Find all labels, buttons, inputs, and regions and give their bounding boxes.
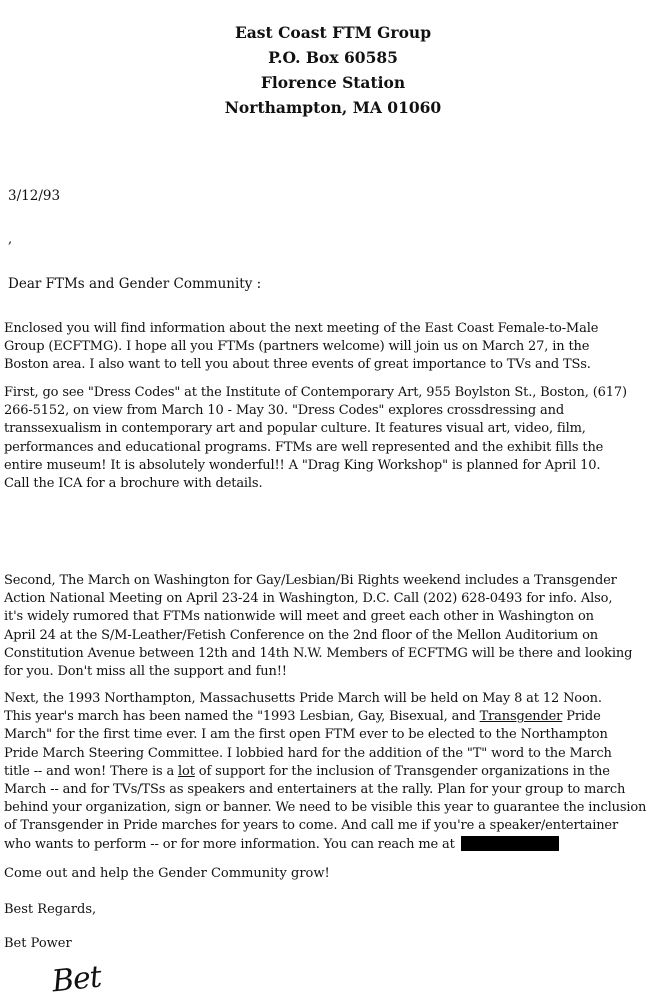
text-line [4,836,654,854]
text-line [4,763,654,781]
stray-mark: , [8,232,13,247]
redaction-box [461,836,559,851]
closing-line: Come out and help the Gender Community grow! [4,866,330,881]
text-line: of Transgender in Pride marches for years to come. And call me if you're a speaker/entertainer [4,818,619,834]
org-name: East Coast FTM Group [234,23,432,42]
text-segment: This year's march has been named the "1993 Lesbian, Gay, Bisexual, and [4,709,480,725]
text-line: it's widely rumored that FTMs nationwide will meet and greet each other in Washington on [4,609,594,625]
text-segment: who wants to perform -- or for more information. You can reach me at [4,836,455,852]
text-segment: title -- and won! There is a [4,763,179,779]
station: Florence Station [260,73,406,92]
salutation: Dear FTMs and Gender Community : [8,276,262,292]
paragraph-second [4,572,654,681]
text-segment: Pride [562,709,601,725]
po-box: P.O. Box 60585 [268,48,398,67]
paragraph-next [4,690,654,854]
regards: Best Regards, [4,902,97,917]
letter-date: 3/12/93 [8,188,61,204]
text-line: March" for the first time ever. I am the first open FTM ever to be elected to the Northampton [4,727,608,743]
text-line: entire museum! It is absolutely wonderful!! A "Drag King Workshop" is planned for April 10. [4,457,601,473]
letterhead [0,20,656,120]
underlined-word: lot [178,763,195,779]
text-line: Constitution Avenue between 12th and 14th N.W. Members of ECFTMG will be there and looking [4,645,633,661]
text-line: Next, the 1993 Northampton, Massachusetts Pride March will be held on May 8 at 12 Noon. [4,691,602,706]
handwritten-signature: Bet [50,959,103,1000]
city-state-zip: Northampton, MA 01060 [224,98,442,117]
text-line: Enclosed you will find information about the next meeting of the East Coast Female-to-Male [4,321,599,336]
text-line: behind your organization, sign or banner. We need to be visible this year to guarantee the inclusion [4,800,647,816]
text-line: 266-5152, on view from March 10 - May 30. "Dress Codes" explores crossdressing and [4,403,565,419]
text-segment: of support for the inclusion of Transgender organizations in the [194,763,610,779]
sender-name: Bet Power [4,936,72,951]
text-line: March -- and for TVs/TSs as speakers and entertainers at the rally. Plan for your group to march [4,782,626,798]
text-line: Action National Meeting on April 23-24 in Washington, D.C. Call (202) 628-0493 for info. Also, [4,591,613,607]
text-line: Second, The March on Washington for Gay/Lesbian/Bi Rights weekend includes a Transgender [4,573,617,588]
paragraph-first [4,384,654,493]
text-line: April 24 at the S/M-Leather/Fetish Conference on the 2nd floor of the Mellon Auditorium on [4,627,598,643]
text-line: performances and educational programs. FTMs are well represented and the exhibit fills the [4,439,604,455]
text-line: Group (ECFTMG). I hope all you FTMs (partners welcome) will join us on March 27, in the [4,339,590,355]
paragraph-intro [4,320,654,375]
text-line: Boston area. I also want to tell you about three events of great importance to TVs and TSs. [4,357,591,373]
text-line: for you. Don't miss all the support and fun!! [4,664,287,680]
text-line [4,708,654,726]
text-line: First, go see "Dress Codes" at the Institute of Contemporary Art, 955 Boylston St., Boston, (617) [4,385,627,400]
text-line: Call the ICA for a brochure with details. [4,476,263,492]
text-line: Pride March Steering Committee. I lobbied hard for the addition of the "T" word to the March [4,745,612,761]
underlined-word: Transgender [479,709,563,725]
text-line: transsexualism in contemporary art and popular culture. It features visual art, video, film, [4,421,586,437]
